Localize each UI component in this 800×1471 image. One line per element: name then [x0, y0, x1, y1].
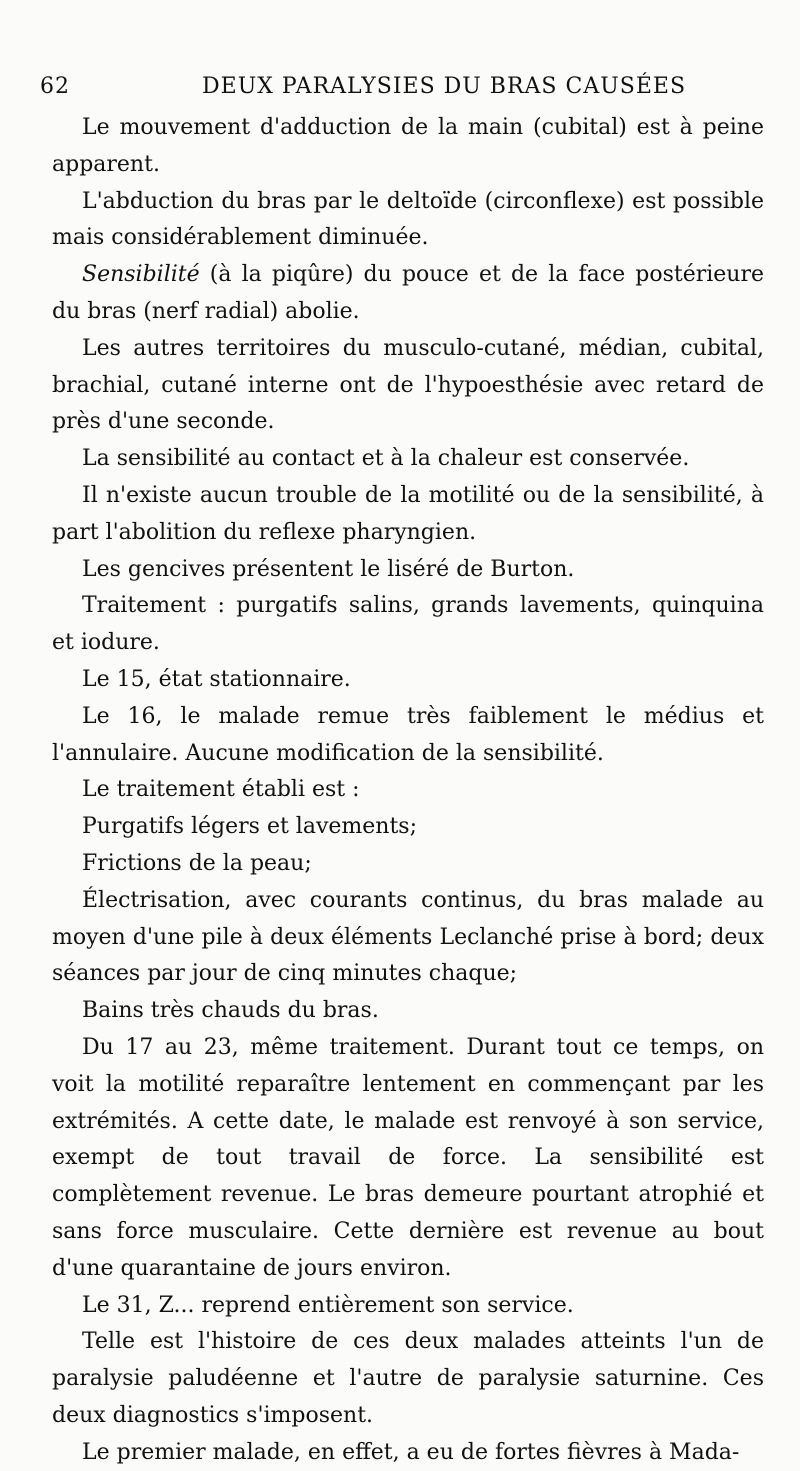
paragraph-text: Frictions de la peau;: [82, 850, 312, 876]
paragraph: [52, 1288, 764, 1325]
paragraph: [52, 331, 764, 441]
paragraph-text: Il n'existe aucun trouble de la motilité ou de la sensibilité, à part l'abolition du reflexe pharyngien.: [52, 482, 764, 545]
paragraph: [52, 110, 764, 184]
paragraph-text: Le 31, Z... reprend entièrement son service.: [82, 1292, 574, 1318]
paragraph-text: Les autres territoires du musculo-cutané, médian, cubital, brachial, cutané interne ont de l'hypoesthésie avec retard de près d'une seconde.: [52, 335, 764, 435]
paragraph-text: Le 15, état stationnaire.: [82, 666, 351, 692]
paragraph-text: Purgatifs légers et lavements;: [82, 814, 417, 840]
paragraph-text: Électrisation, avec courants continus, du bras malade au moyen d'une pile à deux éléments Leclanché prise à bord; deux séances par jour de cinq minutes chaque;: [52, 887, 764, 987]
paragraph: [52, 993, 764, 1030]
paragraph-text: Le traitement établi est :: [82, 777, 360, 803]
page-number: 62: [40, 74, 70, 99]
paragraph: [52, 1030, 764, 1288]
paragraph-text: Telle est l'histoire de ces deux malades atteints l'un de paralysie paludéenne et l'autre de paralysie saturnine. Ces deux diagnostics s'imposent.: [52, 1329, 764, 1428]
paragraph-text: Le 16, le malade remue très faiblement le médius et l'annulaire. Aucune modification de la sensibilité.: [52, 703, 764, 766]
paragraph-text: Le mouvement d'adduction de la main (cubital) est à peine apparent.: [52, 115, 764, 177]
paragraph-text: L'abduction du bras par le deltoïde (circonflexe) est possible mais considérablement diminuée.: [52, 188, 764, 251]
page-header: [40, 74, 760, 108]
paragraph: [52, 846, 764, 883]
paragraph-text: Bains très chauds du bras.: [82, 998, 379, 1024]
paragraph: [52, 478, 764, 552]
paragraph: [52, 699, 764, 773]
paragraph: [52, 1324, 764, 1434]
paragraph-text: Le premier malade, en effet, a eu de fortes fièvres à Mada-: [82, 1439, 740, 1465]
paragraph-text: La sensibilité au contact et à la chaleur est conservée.: [82, 446, 690, 472]
paragraph-text: Du 17 au 23, même traitement. Durant tout ce temps, on voit la motilité reparaître lentement en commençant par les extrémités. A cette date, le malade est renvoyé à son service, exempt de tout travail de force. La sensibilité est complètement revenue. Le bras demeure pourtant atrophié et sans force musculaire. Cette dernière est revenue au bout d'une quarantaine de jours environ.: [52, 1034, 764, 1281]
paragraph-text: Les gencives présentent le liséré de Burton.: [82, 556, 575, 582]
paragraph: [52, 184, 764, 258]
paragraph: [52, 662, 764, 699]
running-title: DEUX PARALYSIES DU BRAS CAUSÉES: [202, 74, 687, 99]
paragraph-text: Traitement : purgatifs salins, grands lavements, quinquina et iodure.: [52, 593, 764, 656]
paragraph-text: (à la piqûre) du pouce et de la face postérieure du bras (nerf radial) abolie.: [52, 262, 764, 324]
paragraph: [52, 441, 764, 478]
paragraph: [52, 809, 764, 846]
paragraph: [52, 257, 764, 331]
paragraph: [52, 552, 764, 589]
paragraph: [52, 883, 764, 993]
paragraph: [52, 772, 764, 809]
paragraph-lead: Sensibilité: [82, 262, 200, 288]
page-body: [52, 110, 764, 1471]
paragraph: [52, 588, 764, 662]
